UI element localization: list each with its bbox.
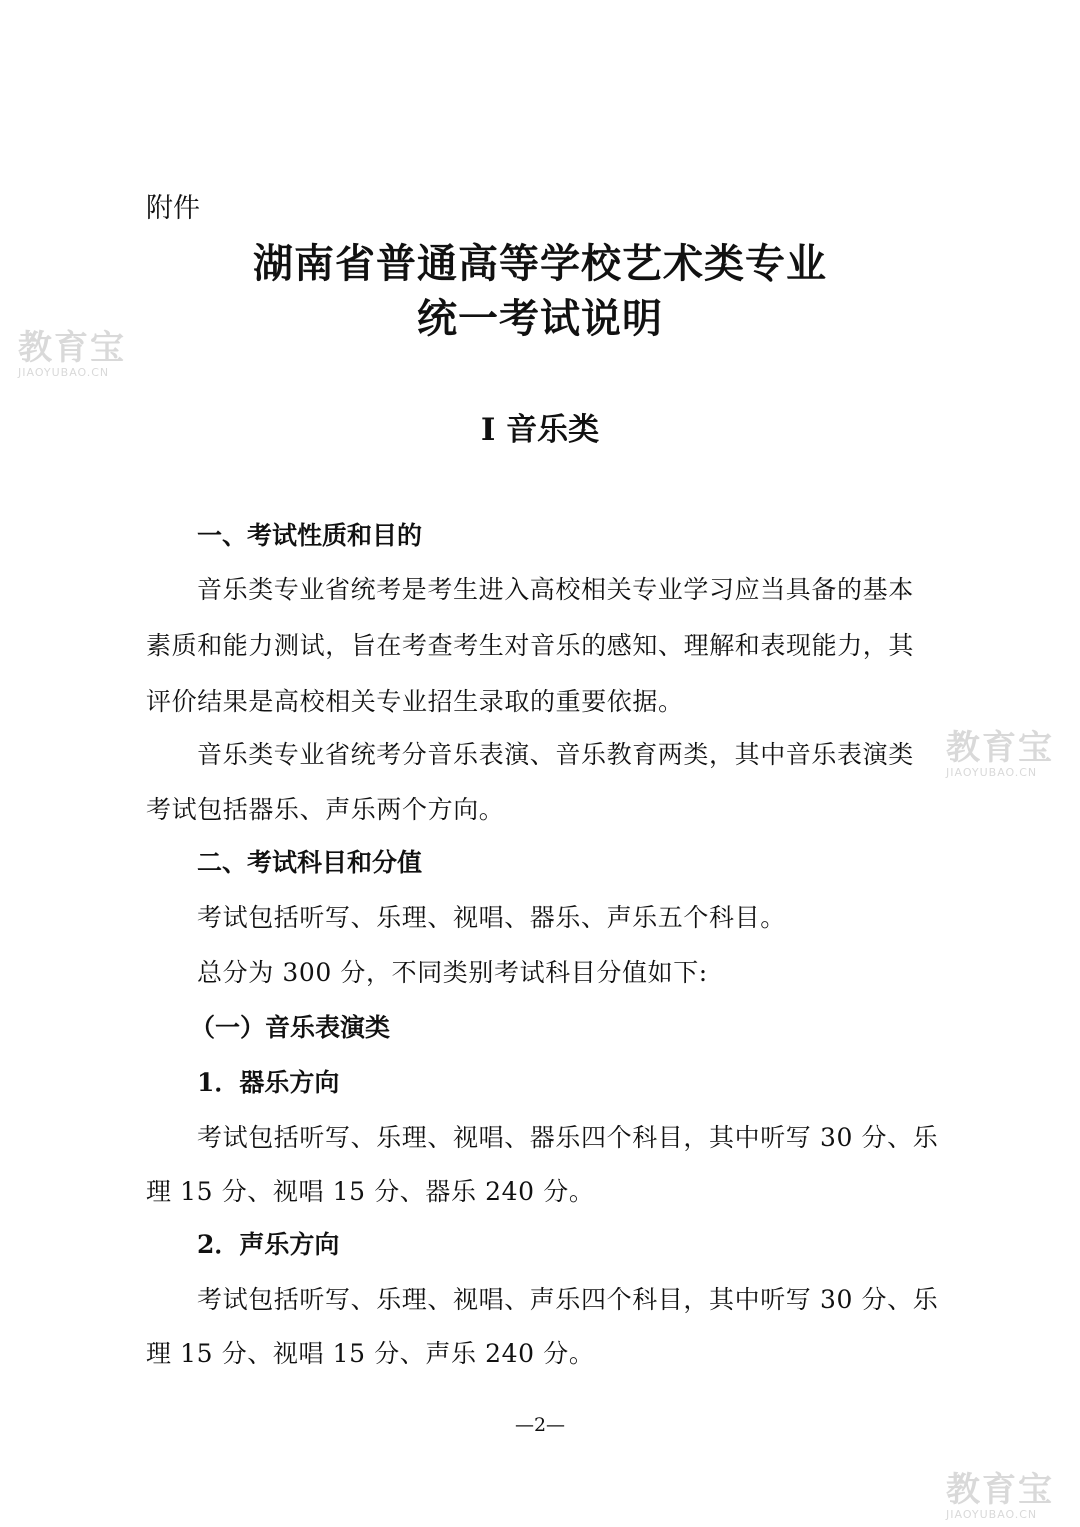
watermark-url: JIAOYUBAO.CN [18,366,110,379]
paragraph-line: 考试包括器乐、声乐两个方向。 [146,795,505,824]
paragraph-line: 音乐类专业省统考是考生进入高校相关专业学习应当具备的基本 [197,575,914,604]
watermark-url: JIAOYUBAO.CN [946,766,1038,779]
watermark-text: 教育宝 [18,328,126,368]
heading-music-performance: （一）音乐表演类 [190,1013,391,1042]
attachment-label: 附件 [146,193,200,224]
watermark-logo [946,730,1054,779]
paragraph-line: 理 15 分、视唱 15 分、声乐 240 分。 [146,1339,595,1368]
watermark-url: JIAOYUBAO.CN [946,1508,1038,1521]
paragraph-line: 素质和能力测试，旨在考查考生对音乐的感知、理解和表现能力，其 [146,631,915,660]
watermark-logo [18,330,126,379]
paragraph-line: 考试包括听写、乐理、视唱、声乐四个科目，其中听写 30 分、乐 [197,1285,939,1314]
watermark-text: 教育宝 [946,728,1054,768]
paragraph-line: 理 15 分、视唱 15 分、器乐 240 分。 [146,1177,595,1206]
heading-vocal: 2．声乐方向 [197,1230,340,1259]
document-title-line-1: 湖南省普通高等学校艺术类专业 [253,240,827,287]
paragraph-line: 考试包括听写、乐理、视唱、器乐四个科目，其中听写 30 分、乐 [197,1123,939,1152]
page-number: —2— [514,1414,566,1436]
heading-nature-purpose: 一、考试性质和目的 [197,521,423,550]
section-title: Ⅰ 音乐类 [480,412,600,448]
paragraph-line: 音乐类专业省统考分音乐表演、音乐教育两类，其中音乐表演类 [197,740,914,769]
paragraph-line: 考试包括听写、乐理、视唱、器乐、声乐五个科目。 [197,903,786,932]
paragraph-line: 评价结果是高校相关专业招生录取的重要依据。 [146,687,684,716]
heading-instrumental: 1．器乐方向 [197,1068,340,1097]
heading-subjects-scores: 二、考试科目和分值 [197,848,423,877]
watermark-text: 教育宝 [946,1470,1054,1510]
paragraph-line: 总分为 300 分，不同类别考试科目分值如下: [197,958,708,987]
document-title-line-2: 统一考试说明 [417,295,663,342]
watermark-logo [946,1472,1054,1521]
